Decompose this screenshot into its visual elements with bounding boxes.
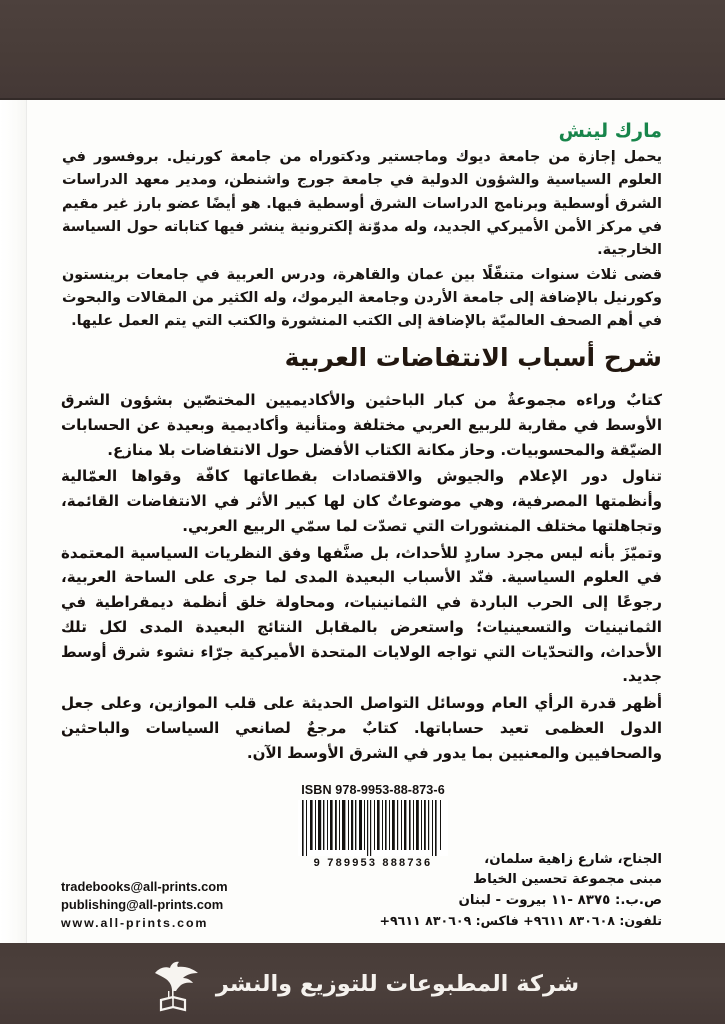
author-bio bbox=[62, 146, 662, 335]
blurb-paragraph: أظهر قدرة الرأي العام ووسائل التواصل الحديثة على قلب الموازين، وعلى جعل الدول العظمى تعيد حساباتها. كتابٌ مرجعٌ لصانعي السياسات والباحثين والصحافيين والمعنيين بما يدور في الشرق الأوسط الآن. bbox=[61, 694, 662, 762]
blurb-paragraph: كتابٌ وراءه مجموعةٌ من كبار الباحثين والأكاديميين المختصّين بشؤون الشرق الأوسط في مقاربة للربيع العربي مختلفة ومتأنية وأكاديمية وبعيدة عن الحسابات الضيّقة والمحسوبيات. وحاز مكانة الكتاب الأفضل حول الانتفاضات بلا منازع. bbox=[61, 391, 662, 459]
author-name: مارك لينش bbox=[558, 120, 662, 142]
author-bio-paragraph: قضى ثلاث سنوات متنقّلًا بين عمان والقاهرة، ودرس العربية في جامعات برينستون وكورنيل بالإضافة إلى جامعة الأردن وجامعة اليرموك، وله الكثير من المقالات والبحوث في أهم الصحف العالميّة بالإضافة إلى الكتب المنشورة والكتب التي يتم العمل عليها. bbox=[62, 266, 662, 330]
scan-edge-line bbox=[26, 0, 27, 1024]
book-blurb bbox=[61, 388, 662, 767]
email-trade[interactable]: tradebooks@all-prints.com bbox=[61, 879, 228, 894]
top-band bbox=[0, 0, 725, 100]
eagle-on-book-icon bbox=[146, 955, 202, 1013]
book-title: شرح أسباب الانتفاضات العربية bbox=[284, 343, 662, 372]
cover-content bbox=[0, 100, 725, 943]
publisher-contact bbox=[61, 878, 228, 932]
address-phone-fax: تلفون: ٨٣٠٦٠٨ ٩٦١١+ فاكس: ٨٣٠٦٠٩ ٩٦١١+ bbox=[379, 913, 662, 929]
barcode-digits: 9 789953 888736 bbox=[313, 857, 433, 869]
address-line-1: الجناح، شارع زاهية سلمان، bbox=[484, 852, 662, 867]
address-line-2: مبنى مجموعة تحسين الخياط bbox=[473, 872, 662, 888]
blurb-paragraph: وتميّزَ بأنه ليس مجرد ساردٍ للأحداث، بل صنَّفها وفق النظريات السياسية المعتمدة في العلوم السياسية. فنّد الأسباب البعيدة المدى لما جرى على الساحة العربية، رجوعًا إلى الحرب الباردة في الثمانينيات، ومحاولة خلق أنظمة ديمقراطية في الثمانينيات والتسعينيات؛ واستعرض بالمقابل النتائج البعيدة المدى لكل تلك الأحداث، والتحدّيات التي تواجه الولايات المتحدة الأميركية جرّاء نشوء شرق أوسط جديد. bbox=[61, 543, 662, 686]
bottom-band bbox=[0, 943, 725, 1024]
author-bio-paragraph: يحمل إجازة من جامعة ديوك وماجستير ودكتوراه من جامعة كورنيل. بروفسور في العلوم السياسية والشؤون الدولية في جامعة جورج واشنطن، ومدير معهد الدراسات الشرق أوسطية وبرنامج الدراسات الشرق أوسطية فيها. هو أيضًا عضو بارز غير مقيم في مركز الأمن الأميركي الجديد، وله مدوّنة إلكترونية ينشر فيها كتاباته حول السياسة الخارجية. bbox=[62, 149, 662, 259]
website-url[interactable]: www.all-prints.com bbox=[61, 915, 209, 930]
publisher-name: شركة المطبوعات للتوزيع والنشر bbox=[215, 970, 580, 997]
barcode-image bbox=[298, 800, 448, 856]
email-publishing[interactable]: publishing@all-prints.com bbox=[61, 897, 224, 913]
isbn-label: ISBN 978-9953-88-873-6 bbox=[301, 783, 445, 797]
blurb-paragraph: تناول دور الإعلام والجيوش والاقتصادات بقطاعاتها كافّة وقواها العمّالية وأنظمتها المصرفية، وهي موضوعاتٌ كان لها كبير الأثر في الانتفاضات القائمة، وتجاهلتها مختلف المنشورات التي تصدّت لما سمّي الربيع العربي. bbox=[61, 467, 662, 535]
address-po-box: ص.ب.: ٨٣٧٥ -١١ بيروت - لبنان bbox=[458, 892, 662, 908]
publisher-address bbox=[379, 850, 662, 930]
scan-margin bbox=[0, 0, 26, 1024]
